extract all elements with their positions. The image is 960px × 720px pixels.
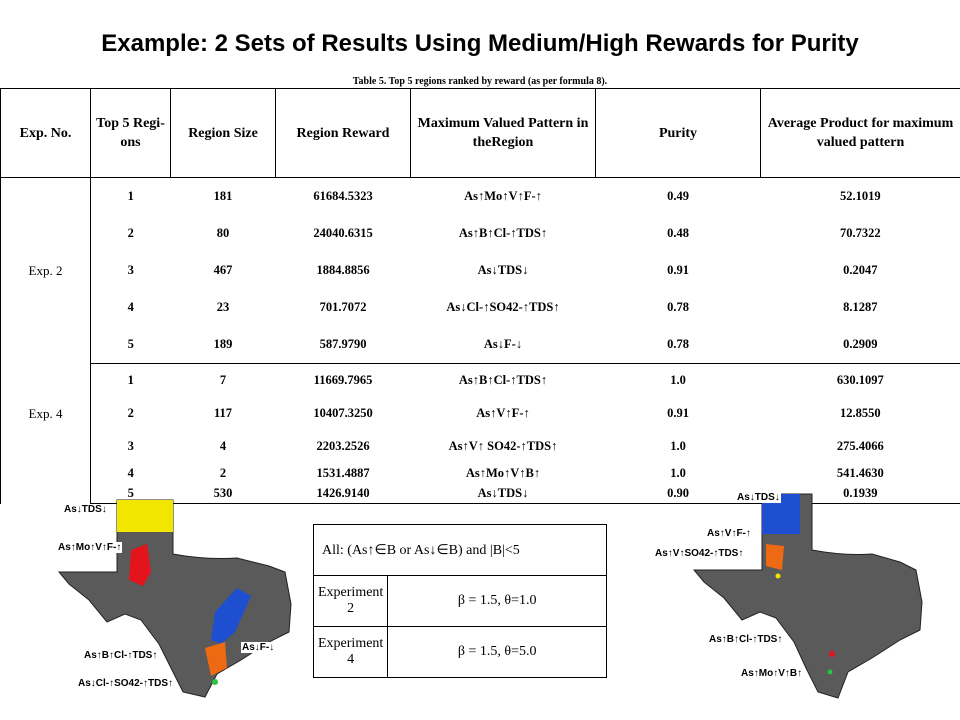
table-header-row xyxy=(1,89,960,178)
size-cell: 117 xyxy=(213,406,233,420)
size-cell: 181 xyxy=(213,189,233,203)
purity-cell: 0.48 xyxy=(667,226,689,240)
legend-row-value: β = 1.5, θ=5.0 xyxy=(388,627,607,678)
pattern-cell: As↑V↑ SO42-↑TDS↑ xyxy=(448,439,558,453)
table-row xyxy=(1,364,960,398)
region-yellow xyxy=(117,500,173,532)
avg-cell: 541.4630 xyxy=(761,463,960,483)
purity-cell: 0.49 xyxy=(667,189,689,203)
region-orange xyxy=(766,544,784,570)
avg-cell: 630.1097 xyxy=(761,364,960,398)
map-label: As↓Cl-↑SO42-↑TDS↑ xyxy=(78,678,174,689)
pattern-cell: As↓Cl-↑SO42-↑TDS↑ xyxy=(446,300,560,314)
rank-cell: 2 xyxy=(127,226,134,240)
rank-cell: 3 xyxy=(127,439,134,453)
table-row xyxy=(1,252,960,289)
header-avg-product: Average Product for maximum valued pattern xyxy=(761,89,960,178)
rank-cell: 1 xyxy=(127,373,134,387)
reward-cell: 1426.9140 xyxy=(276,483,411,504)
table-row xyxy=(1,215,960,252)
rank-cell: 4 xyxy=(127,300,134,314)
size-cell: 189 xyxy=(171,326,276,364)
pattern-cell: As↓F-↓ xyxy=(411,326,596,364)
exp-label: Exp. 2 xyxy=(1,178,91,364)
rank-cell: 1 xyxy=(127,189,134,203)
table-row xyxy=(1,463,960,483)
avg-cell: 0.1939 xyxy=(761,483,960,504)
rank-cell: 5 xyxy=(91,326,171,364)
region-red xyxy=(829,651,835,657)
size-cell: 23 xyxy=(216,300,230,314)
pattern-cell: As↑Mo↑V↑F-↑ xyxy=(464,189,542,203)
legend-table xyxy=(313,524,607,678)
size-cell: 80 xyxy=(216,226,230,240)
reward-cell: 61684.5323 xyxy=(313,189,373,203)
map-label: As↑V↑F-↑ xyxy=(707,528,751,539)
reward-cell: 10407.3250 xyxy=(313,406,373,420)
header-purity: Purity xyxy=(596,89,761,178)
size-cell: 467 xyxy=(213,263,233,277)
avg-cell: 12.8550 xyxy=(761,397,960,430)
avg-cell: 0.2909 xyxy=(761,326,960,364)
rank-cell: 4 xyxy=(127,466,134,480)
pattern-cell: As↓TDS↓ xyxy=(411,483,596,504)
map-label: As↑B↑Cl-↑TDS↑ xyxy=(709,634,783,645)
header-max-pattern: Maximum Valued Pattern in theRegion xyxy=(411,89,596,178)
region-green xyxy=(828,670,833,675)
avg-cell: 0.2047 xyxy=(761,252,960,289)
reward-cell: 11669.7965 xyxy=(313,373,373,387)
size-cell: 7 xyxy=(219,373,227,387)
rank-cell: 3 xyxy=(127,263,134,277)
slide-title: Example: 2 Sets of Results Using Medium/High Rewards for Purity xyxy=(101,30,859,57)
map-label: As↑B↑Cl-↑TDS↑ xyxy=(84,650,158,661)
avg-cell: 275.4066 xyxy=(761,430,960,463)
reward-cell: 24040.6315 xyxy=(313,226,373,240)
map-label: As↓TDS↓ xyxy=(737,492,780,503)
pattern-cell: As↑B↑Cl-↑TDS↑ xyxy=(458,373,548,387)
reward-cell: 701.7072 xyxy=(319,300,367,314)
avg-cell: 8.1287 xyxy=(761,289,960,326)
table-row xyxy=(1,397,960,430)
texas-map-exp2 xyxy=(55,492,315,702)
purity-cell: 0.78 xyxy=(667,300,689,314)
map-label: As↓TDS↓ xyxy=(64,504,107,515)
purity-cell: 1.0 xyxy=(670,439,686,453)
pattern-cell: As↑Mo↑V↑B↑ xyxy=(465,466,541,480)
rank-cell: 5 xyxy=(91,483,171,504)
table-row xyxy=(1,289,960,326)
pattern-cell: As↑B↑Cl-↑TDS↑ xyxy=(458,226,548,240)
texas-map-exp2-graphic xyxy=(55,492,315,702)
map-label: As↓F-↓ xyxy=(242,642,275,653)
size-cell: 530 xyxy=(171,483,276,504)
table-row xyxy=(1,326,960,364)
purity-cell: 1.0 xyxy=(670,466,686,480)
size-cell: 2 xyxy=(219,466,227,480)
header-top5: Top 5 Regi-ons xyxy=(91,89,171,178)
rank-cell: 2 xyxy=(127,406,134,420)
purity-cell: 1.0 xyxy=(670,373,686,387)
reward-cell: 587.9790 xyxy=(276,326,411,364)
header-region-size: Region Size xyxy=(171,89,276,178)
texas-shape xyxy=(59,500,291,697)
texas-map-exp4 xyxy=(650,492,950,702)
purity-cell: 0.91 xyxy=(667,406,689,420)
header-region-reward: Region Reward xyxy=(276,89,411,178)
avg-cell: 70.7322 xyxy=(761,215,960,252)
map-label: As↑V↑SO42-↑TDS↑ xyxy=(655,548,744,559)
reward-cell: 2203.2526 xyxy=(316,439,370,453)
table-row xyxy=(1,430,960,463)
region-yellow xyxy=(776,574,781,579)
legend-header: All: (As↑∈B or As↓∈B) and |B|<5 xyxy=(314,525,607,576)
table-caption: Table 5. Top 5 regions ranked by reward (as per formula 8). xyxy=(352,76,608,87)
map-label: As↑Mo↑V↑F-↑ xyxy=(58,542,122,553)
size-cell: 4 xyxy=(219,439,227,453)
results-table xyxy=(0,88,960,504)
purity-cell: 0.90 xyxy=(596,483,761,504)
purity-cell: 0.91 xyxy=(667,263,689,277)
legend-row-value: β = 1.5, θ=1.0 xyxy=(388,576,607,627)
avg-cell: 52.1019 xyxy=(761,178,960,216)
table-row xyxy=(1,178,960,216)
exp-label: Exp. 4 xyxy=(1,364,91,504)
pattern-cell: As↓TDS↓ xyxy=(477,263,529,277)
header-exp-no: Exp. No. xyxy=(1,89,91,178)
map-label: As↑Mo↑V↑B↑ xyxy=(741,668,803,679)
legend-row-label: Experiment 2 xyxy=(314,576,388,627)
legend-row-label: Experiment 4 xyxy=(314,627,388,678)
purity-cell: 0.78 xyxy=(596,326,761,364)
pattern-cell: As↑V↑F-↑ xyxy=(476,406,530,420)
reward-cell: 1884.8856 xyxy=(316,263,370,277)
region-green xyxy=(212,679,218,685)
reward-cell: 1531.4887 xyxy=(316,466,370,480)
texas-shape xyxy=(694,494,922,698)
